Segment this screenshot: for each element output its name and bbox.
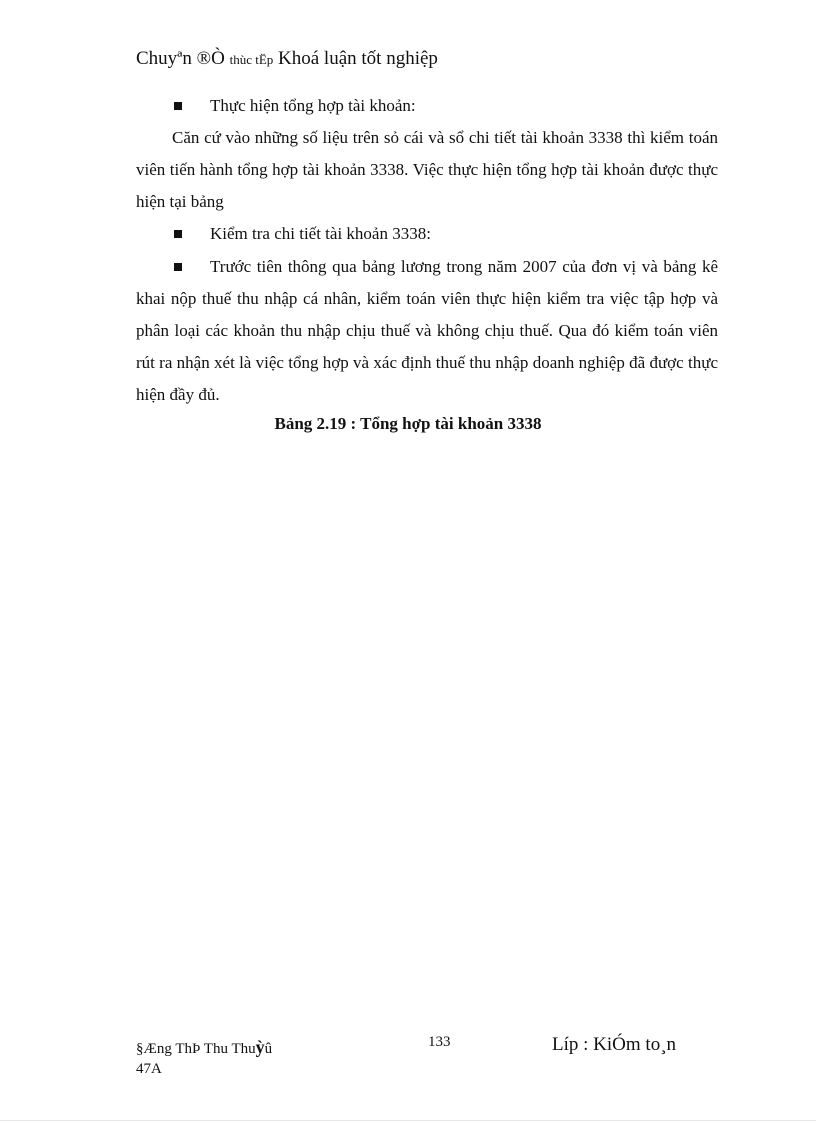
header-part1: Chuyªn ®Ò: [136, 48, 225, 69]
bullet-text: Kiểm tra chi tiết tài khoản 3338:: [210, 224, 431, 243]
table-caption: Bảng 2.19 : Tổng hợp tài khoản 3338: [274, 414, 542, 433]
paragraph-2-text: Trước tiên thông qua bảng lương trong năm 2007 của đơn vị và bảng kê khai nộp thuế thu nhập cá nhân, kiểm toán viên thực hiện kiểm tra việc tập hợp và phân loại các khoản thu nhập chịu thuế và không chịu thuế. Qua đó kiểm toán viên rút ra nhận xét là việc tổng hợp và xác định thuế thu nhập doanh nghiệp đã được thực hiện đầy đủ.: [136, 257, 718, 404]
paragraph-1: [136, 122, 718, 218]
author-name: §Æng ThÞ Thu Thu: [136, 1041, 256, 1057]
bullet-square-icon: [174, 230, 182, 238]
page-number: 133: [428, 1034, 451, 1050]
header-title: Khoá luận tốt nghiệp: [278, 48, 438, 69]
page-bottom-divider: [0, 1120, 816, 1121]
author-name-y: ỳ: [255, 1037, 265, 1057]
author-name-suffix: û: [264, 1041, 273, 1057]
bullet-item-summary: [0, 90, 816, 122]
running-header: [136, 48, 438, 70]
paragraph-1-text: Căn cứ vào những số liệu trên sỏ cái và sổ chi tiết tài khoản 3338 thì kiểm toán viên tiến hành tổng hợp tài khoản 3338. Việc thực hiện tổng hợp tài khoản được thực hiện tại bảng: [136, 128, 718, 211]
paragraph-2: [136, 251, 718, 411]
footer-author-line2: 47A: [136, 1061, 162, 1077]
header-part2: thùc tËp: [229, 52, 274, 67]
footer-author-line1: [136, 1037, 272, 1059]
bullet-text: Thực hiện tổng hợp tài khoản:: [210, 96, 416, 115]
bullet-item-detail-check: [0, 218, 816, 250]
footer-author: [136, 1037, 272, 1079]
bullet-square-icon: [174, 102, 182, 110]
footer-class-label: Líp : KiÓm to¸n: [552, 1034, 677, 1055]
